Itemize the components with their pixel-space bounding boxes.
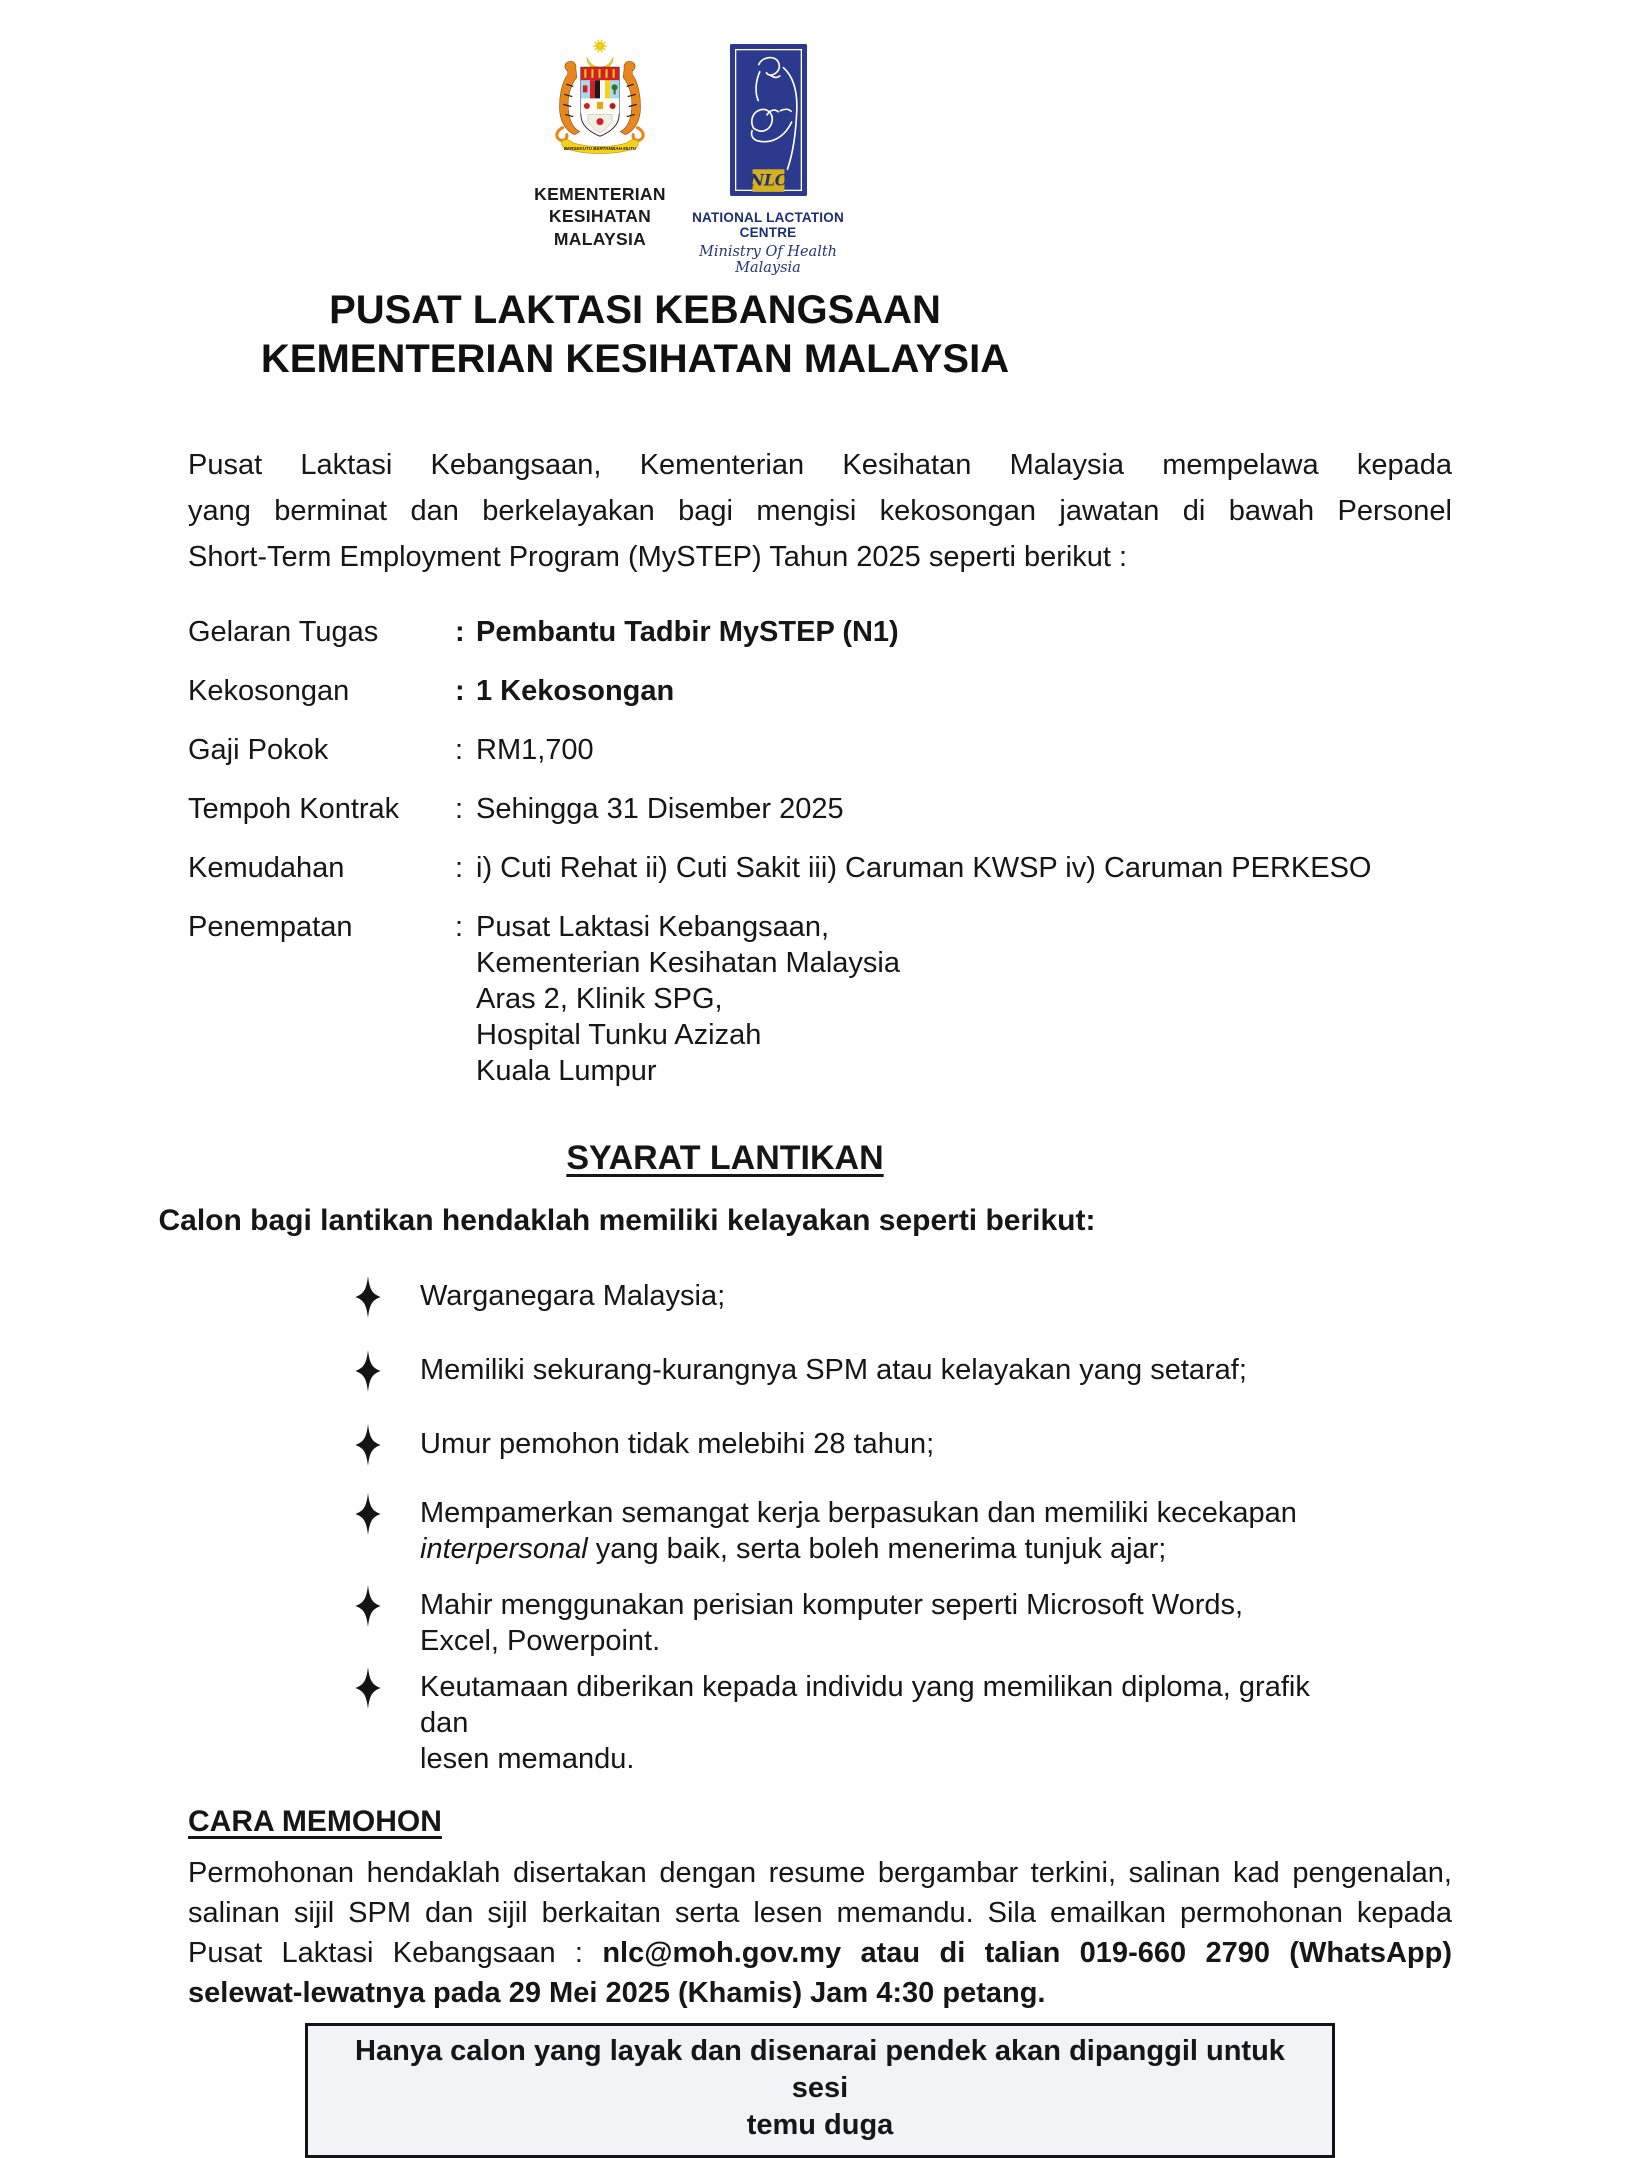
detail-value: RM1,700 xyxy=(476,733,594,766)
cara-memohon-heading: CARA MEMOHON xyxy=(188,1804,442,1838)
requirement-item xyxy=(188,1352,1452,1392)
crest-ribbon-text: BERSEKUTU BERTAMBAH MUTU xyxy=(563,145,637,151)
notice-line: Hanya calon yang layak dan disenarai pendek akan dipanggil untuk sesi xyxy=(355,2034,1285,2104)
detail-colon: : xyxy=(455,851,464,884)
bullet-star-icon xyxy=(355,1350,381,1392)
requirement-text xyxy=(420,1278,725,1314)
moh-caption-line2: MALAYSIA xyxy=(553,228,647,249)
requirement-line: Mempamerkan semangat kerja berpasukan dan memiliki kecekapan xyxy=(420,1496,1297,1529)
italic-word: interpersonal xyxy=(420,1532,588,1565)
requirement-line: Excel, Powerpoint. xyxy=(420,1624,661,1657)
detail-row-kekosongan xyxy=(188,673,1452,709)
requirement-item xyxy=(188,1669,1452,1777)
deadline-bold-text: selewat-lewatnya pada 29 Mei 2025 (Khamis) Jam 4:30 petang. xyxy=(188,1976,1046,2009)
requirement-text xyxy=(420,1352,1247,1388)
intro-line: yang berminat dan berkelayakan bagi mengisi kekosongan jawatan di bawah Personel xyxy=(188,494,1452,527)
address-line: Aras 2, Klinik SPG, xyxy=(476,982,723,1015)
requirement-item xyxy=(188,1278,1452,1318)
job-details xyxy=(188,614,1452,1089)
detail-row-kemudahan xyxy=(188,850,1452,886)
syarat-subheading: Calon bagi lantikan hendaklah memiliki kelayakan seperti berikut: xyxy=(158,1203,1096,1237)
detail-value: Sehingga 31 Disember 2025 xyxy=(476,792,844,825)
page-title xyxy=(3,286,1267,384)
requirement-text xyxy=(420,1587,1243,1659)
requirement-item xyxy=(188,1587,1452,1659)
tiger-left xyxy=(557,61,580,140)
requirements-list xyxy=(188,1278,1452,1777)
moh-caption-line1: KEMENTERIAN KESIHATAN xyxy=(534,184,666,227)
detail-label: Gaji Pokok xyxy=(188,733,329,766)
address-line: Hospital Tunku Azizah xyxy=(476,1018,762,1051)
nlc-caption-line1: NATIONAL LACTATION CENTRE xyxy=(692,210,844,240)
requirement-line: Memiliki sekurang-kurangnya SPM atau kelayakan yang setaraf; xyxy=(420,1353,1247,1386)
footer-notice-box xyxy=(305,2023,1335,2158)
tiger-right xyxy=(620,61,643,140)
bullet-star-icon xyxy=(355,1276,381,1318)
malaysia-coat-of-arms-icon xyxy=(544,38,656,174)
detail-value: 1 Kekosongan xyxy=(476,674,675,707)
detail-label: Kemudahan xyxy=(188,851,345,884)
cara-line: salinan sijil SPM dan sijil berkaitan serta lesen memandu. Sila emailkan permohonan kepada xyxy=(188,1896,1452,1929)
intro-line: Short-Term Employment Program (MySTEP) Tahun 2025 seperti berikut : xyxy=(188,540,1128,573)
detail-row-penempatan xyxy=(188,909,1452,1089)
detail-colon: : xyxy=(455,910,464,943)
intro-line: Pusat Laktasi Kebangsaan, Kementerian Kesihatan Malaysia mempelawa kepada xyxy=(188,448,1452,481)
requirement-text xyxy=(420,1426,934,1462)
detail-value-address xyxy=(476,909,1452,1089)
detail-colon: : xyxy=(455,792,464,825)
detail-label: Tempoh Kontrak xyxy=(188,792,400,825)
bullet-star-icon xyxy=(355,1585,381,1627)
detail-value: i) Cuti Rehat ii) Cuti Sakit iii) Caruman KWSP iv) Caruman PERKESO xyxy=(476,851,1372,884)
requirement-line: Mahir menggunakan perisian komputer seperti Microsoft Words, xyxy=(420,1588,1244,1621)
requirement-item xyxy=(188,1495,1452,1567)
page-title-line1: PUSAT LAKTASI KEBANGSAAN xyxy=(329,288,941,332)
detail-row-gelaran-tugas xyxy=(188,614,1452,650)
bullet-star-icon xyxy=(355,1667,381,1709)
address-line: Kementerian Kesihatan Malaysia xyxy=(476,946,900,979)
detail-colon: : xyxy=(455,674,465,707)
nlc-badge-text: NLC xyxy=(749,171,787,190)
requirement-text xyxy=(420,1495,1297,1567)
cara-line: Permohonan hendaklah disertakan dengan resume bergambar terkini, salinan kad pengenalan, xyxy=(188,1856,1452,1889)
requirement-line: lesen memandu. xyxy=(420,1742,635,1775)
syarat-lantikan-heading: SYARAT LANTIKAN xyxy=(566,1138,884,1177)
nlc-logo-icon xyxy=(730,44,807,196)
detail-colon: : xyxy=(455,733,464,766)
requirement-text xyxy=(420,1669,1340,1777)
detail-row-gaji-pokok xyxy=(188,732,1452,768)
page-title-line2: KEMENTERIAN KESIHATAN MALAYSIA xyxy=(260,336,1010,381)
shield xyxy=(581,67,619,136)
intro-paragraph xyxy=(188,442,1452,580)
requirement-item xyxy=(188,1426,1452,1466)
requirement-line: interpersonal yang baik, serta boleh menerima tunjuk ajar; xyxy=(420,1532,1167,1565)
nlc-logo-group xyxy=(673,44,863,276)
requirement-line: Umur pemohon tidak melebihi 28 tahun; xyxy=(420,1427,935,1460)
nlc-caption-line2: Ministry Of Health Malaysia xyxy=(699,244,837,276)
address-line: Pusat Laktasi Kebangsaan, xyxy=(476,910,830,943)
detail-value: Pembantu Tadbir MySTEP (N1) xyxy=(476,615,899,648)
motto-ribbon xyxy=(562,140,639,154)
detail-colon: : xyxy=(455,615,465,648)
address-line: Kuala Lumpur xyxy=(476,1054,657,1087)
detail-row-tempoh-kontrak xyxy=(188,791,1452,827)
detail-label: Kekosongan xyxy=(188,674,350,707)
requirement-line: Keutamaan diberikan kepada individu yang memilikan diploma, grafik dan xyxy=(420,1670,1310,1739)
cara-memohon-paragraph xyxy=(188,1853,1452,2013)
bullet-star-icon xyxy=(355,1493,381,1535)
notice-line: temu duga xyxy=(746,2108,894,2141)
detail-label: Penempatan xyxy=(188,910,353,943)
requirement-line: Warganegara Malaysia; xyxy=(420,1279,726,1312)
header xyxy=(188,36,1452,276)
contact-bold-text: nlc@moh.gov.my atau di talian 019-660 2790 (WhatsApp) xyxy=(602,1936,1452,1969)
cara-line: Pusat Laktasi Kebangsaan : nlc@moh.gov.my atau di talian 019-660 2790 (WhatsApp) xyxy=(188,1936,1452,1969)
cara-line xyxy=(188,1973,1452,2013)
bullet-star-icon xyxy=(355,1424,381,1466)
detail-label: Gelaran Tugas xyxy=(188,615,379,648)
